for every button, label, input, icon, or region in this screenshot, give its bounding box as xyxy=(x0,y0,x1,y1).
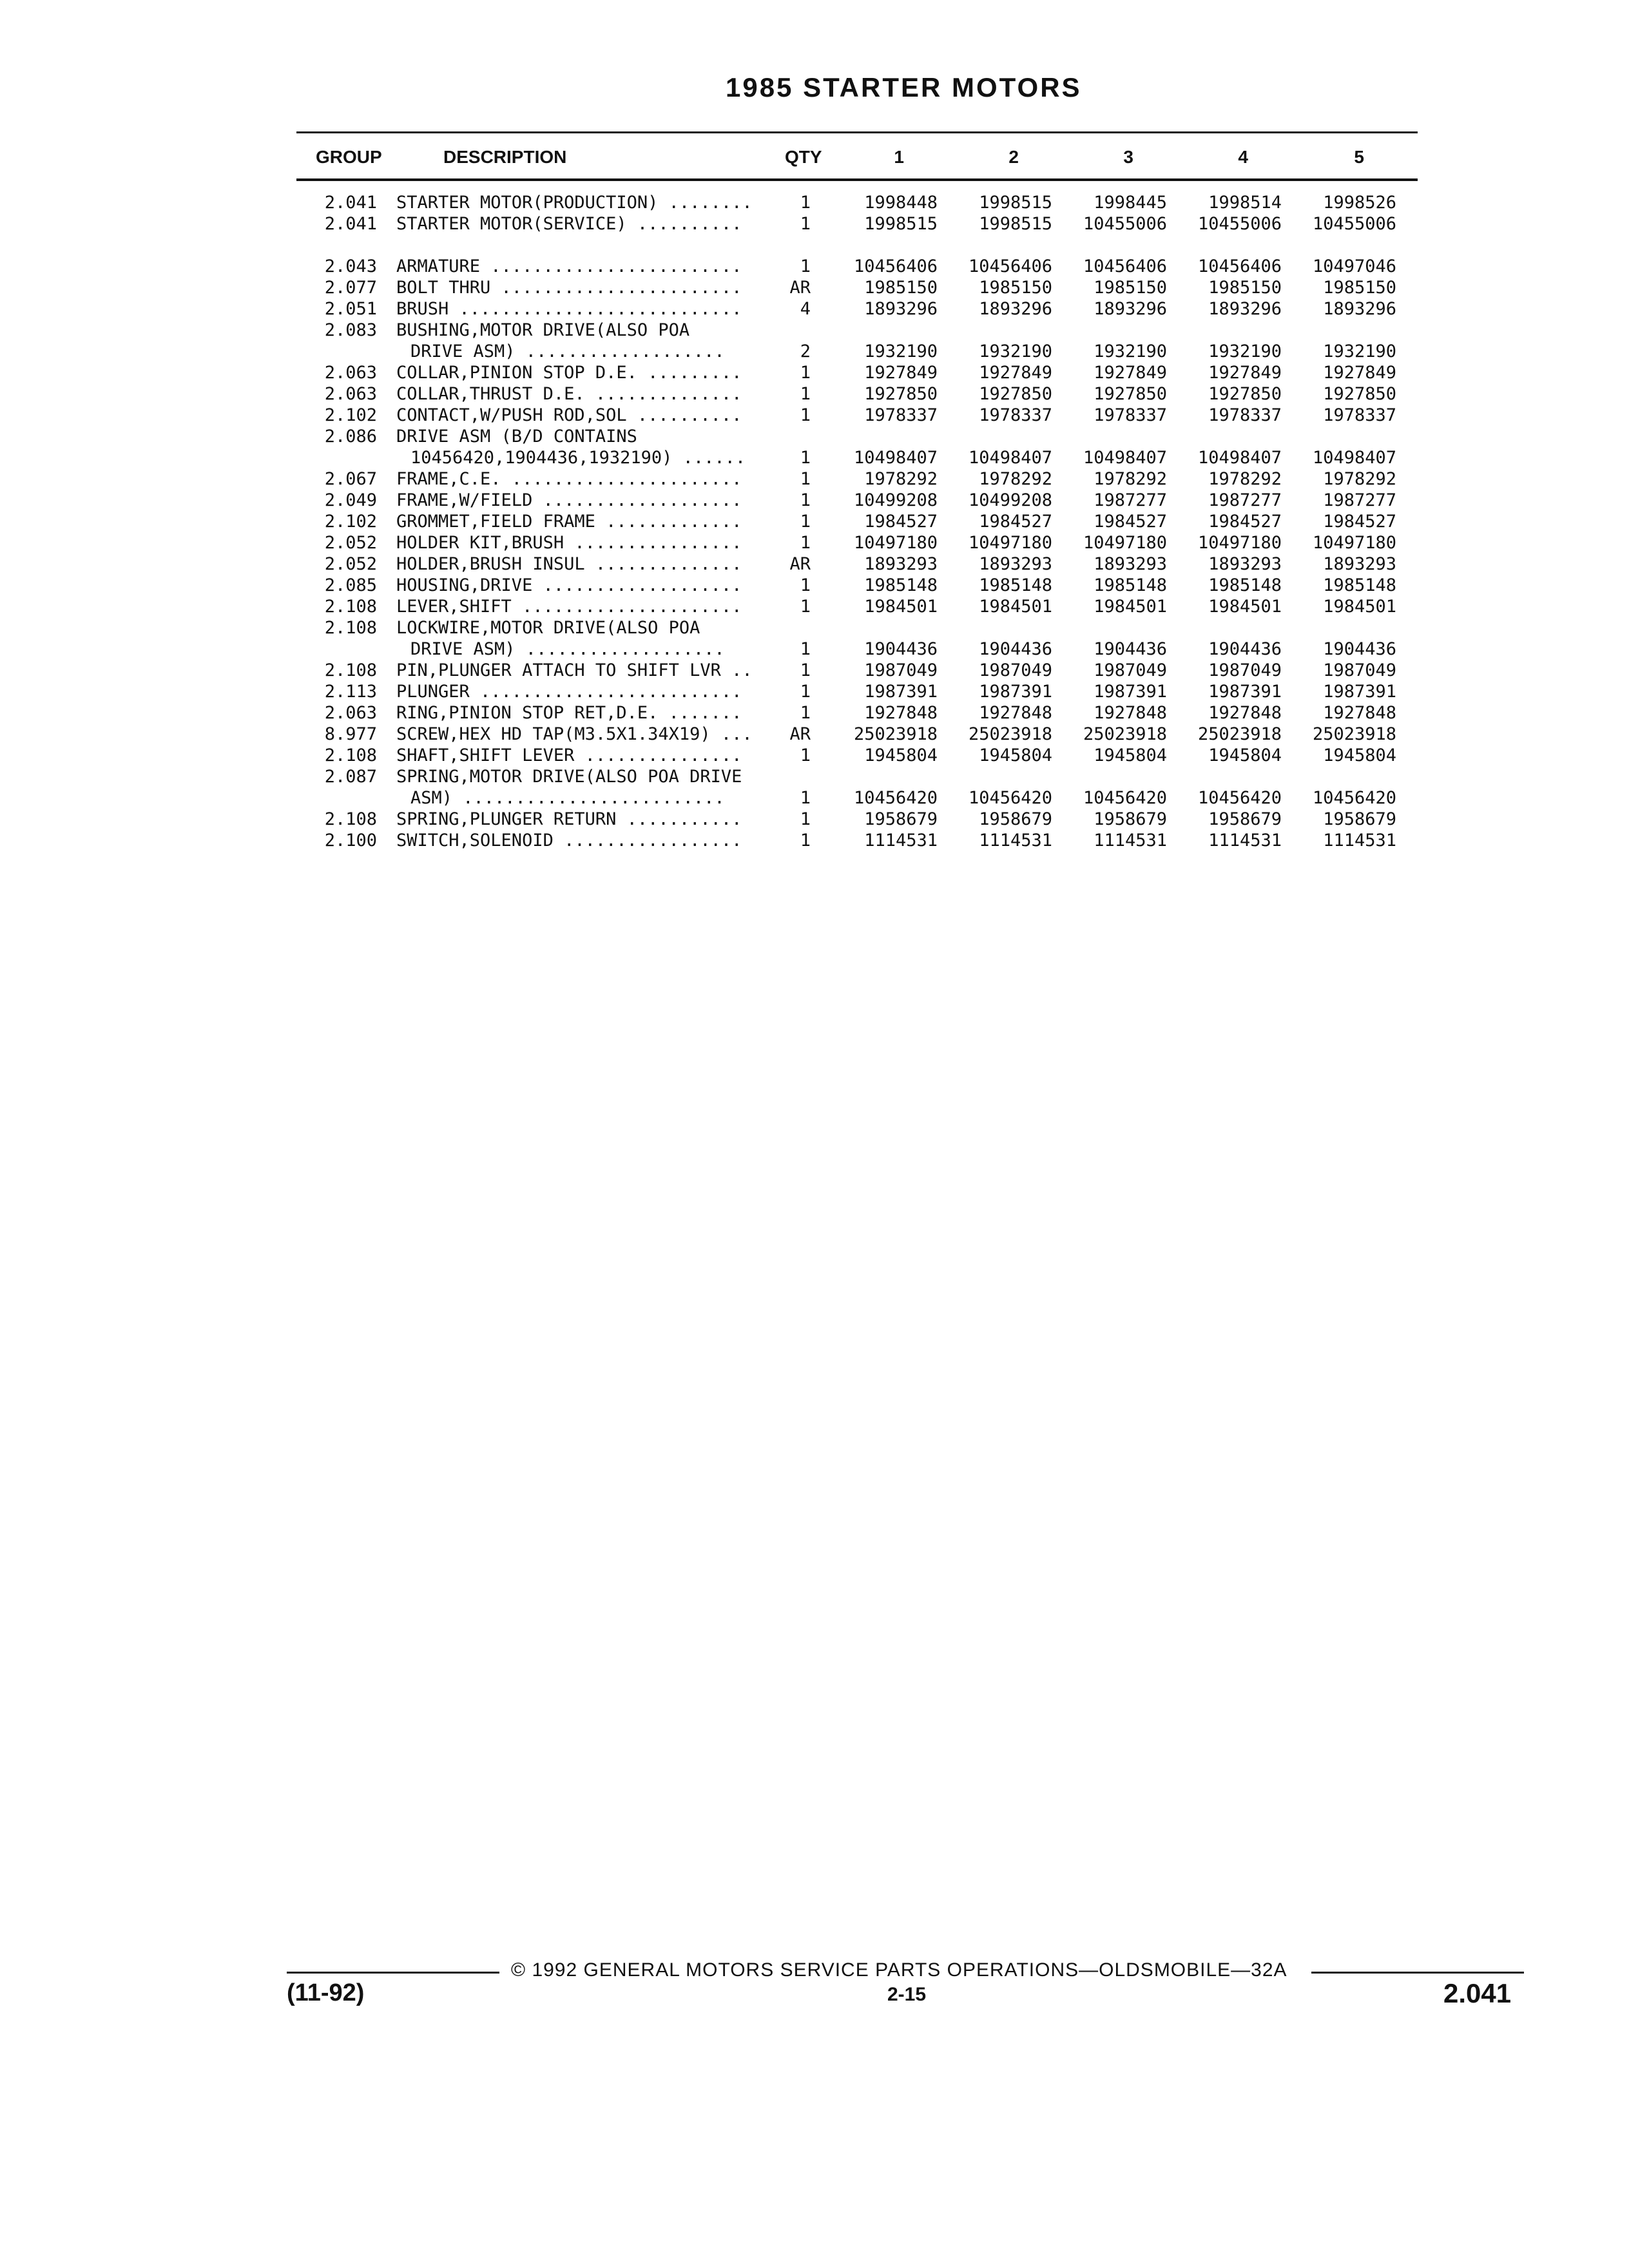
group-code: 2.102 xyxy=(324,512,377,532)
part-description: FRAME,C.E. ...................... xyxy=(396,469,742,489)
section-number: 2.041 xyxy=(1443,1978,1512,2008)
part-number-5: 1927849 xyxy=(1323,363,1396,383)
quantity: 1 xyxy=(800,363,811,383)
group-code: 2.102 xyxy=(324,405,377,425)
part-number-4: 1984501 xyxy=(1208,597,1282,617)
part-number-5: 1978337 xyxy=(1323,405,1396,425)
part-number-3: 1893293 xyxy=(1094,554,1167,574)
table-row xyxy=(0,213,1629,235)
part-number-4: 1114531 xyxy=(1208,831,1282,850)
header-col-1: 1 xyxy=(894,147,904,167)
table-row xyxy=(0,575,1629,596)
part-description: STARTER MOTOR(SERVICE) .......... xyxy=(396,214,742,234)
part-number-2: 1987391 xyxy=(979,682,1052,702)
part-number-4: 1904436 xyxy=(1208,639,1282,659)
header-col-5: 5 xyxy=(1354,147,1364,167)
part-number-4: 10498407 xyxy=(1197,448,1282,468)
footer-rule-right xyxy=(1311,1972,1524,1974)
table-row xyxy=(0,553,1629,575)
table-row xyxy=(0,426,1629,447)
part-number-5: 1985148 xyxy=(1323,575,1396,595)
part-number-3: 1984501 xyxy=(1094,597,1167,617)
part-number-1: 1958679 xyxy=(864,809,938,829)
part-number-4: 1927849 xyxy=(1208,363,1282,383)
table-row xyxy=(0,745,1629,766)
header-top-rule xyxy=(296,131,1418,133)
header-description: DESCRIPTION xyxy=(443,147,567,167)
part-number-4: 1998514 xyxy=(1208,193,1282,213)
part-number-1: 1927848 xyxy=(864,703,938,723)
quantity: 1 xyxy=(800,682,811,702)
quantity: AR xyxy=(789,724,811,744)
part-number-4: 1978292 xyxy=(1208,469,1282,489)
part-number-1: 1932190 xyxy=(864,341,938,361)
table-row xyxy=(0,809,1629,830)
quantity: 2 xyxy=(800,341,811,361)
table-row xyxy=(0,830,1629,851)
part-number-2: 1998515 xyxy=(979,193,1052,213)
part-description: DRIVE ASM) ................... xyxy=(410,341,725,361)
part-number-5: 1984501 xyxy=(1323,597,1396,617)
part-number-5: 1927848 xyxy=(1323,703,1396,723)
footer-rule-left xyxy=(287,1972,499,1974)
part-number-3: 1998445 xyxy=(1094,193,1167,213)
part-description: BRUSH ........................... xyxy=(396,299,742,319)
quantity: 1 xyxy=(800,214,811,234)
part-number-2: 1987049 xyxy=(979,660,1052,680)
part-number-3: 1927850 xyxy=(1094,384,1167,404)
part-number-3: 1987277 xyxy=(1094,490,1167,510)
part-number-4: 1985148 xyxy=(1208,575,1282,595)
part-number-1: 1985148 xyxy=(864,575,938,595)
part-number-4: 1958679 xyxy=(1208,809,1282,829)
part-number-3: 1932190 xyxy=(1094,341,1167,361)
part-number-5: 1998526 xyxy=(1323,193,1396,213)
part-number-4: 1893293 xyxy=(1208,554,1282,574)
part-number-2: 1978292 xyxy=(979,469,1052,489)
part-description: SHAFT,SHIFT LEVER ............... xyxy=(396,745,742,765)
quantity: 1 xyxy=(800,193,811,213)
quantity: 1 xyxy=(800,639,811,659)
page-title: 1985 STARTER MOTORS xyxy=(726,72,1082,102)
part-number-2: 1932190 xyxy=(979,341,1052,361)
part-number-2: 1985150 xyxy=(979,278,1052,298)
quantity: AR xyxy=(789,554,811,574)
group-code: 2.052 xyxy=(324,533,377,553)
part-description: RING,PINION STOP RET,D.E. ....... xyxy=(396,703,742,723)
part-number-1: 1998515 xyxy=(864,214,938,234)
part-number-2: 1958679 xyxy=(979,809,1052,829)
part-number-3: 10497180 xyxy=(1083,533,1167,553)
table-row xyxy=(0,639,1629,660)
quantity: 4 xyxy=(800,299,811,319)
group-code: 2.077 xyxy=(324,278,377,298)
part-description: SPRING,MOTOR DRIVE(ALSO POA DRIVE xyxy=(396,767,742,787)
part-description: COLLAR,THRUST D.E. .............. xyxy=(396,384,742,404)
part-number-2: 1893293 xyxy=(979,554,1052,574)
part-number-3: 1985150 xyxy=(1094,278,1167,298)
table-row xyxy=(0,490,1629,511)
parts-table xyxy=(0,192,1629,851)
table-row xyxy=(0,681,1629,702)
page-number: 2-15 xyxy=(887,1984,927,2005)
part-description: LOCKWIRE,MOTOR DRIVE(ALSO POA xyxy=(396,618,700,638)
group-code: 2.041 xyxy=(324,193,377,213)
group-code: 2.083 xyxy=(324,320,377,340)
part-number-4: 1987391 xyxy=(1208,682,1282,702)
copyright-notice: © 1992 GENERAL MOTORS SERVICE PARTS OPERATIONS—OLDSMOBILE—32A xyxy=(511,1959,1287,1981)
table-row xyxy=(0,192,1629,213)
part-number-5: 1987049 xyxy=(1323,660,1396,680)
part-number-3: 1114531 xyxy=(1094,831,1167,850)
part-number-2: 1984527 xyxy=(979,512,1052,532)
part-number-2: 1998515 xyxy=(979,214,1052,234)
table-row xyxy=(0,511,1629,532)
header-group: GROUP xyxy=(316,147,382,167)
part-number-3: 25023918 xyxy=(1083,724,1167,744)
group-code: 2.041 xyxy=(324,214,377,234)
table-row xyxy=(0,766,1629,787)
part-number-1: 1927849 xyxy=(864,363,938,383)
part-number-2: 1927849 xyxy=(979,363,1052,383)
part-number-5: 10497046 xyxy=(1312,256,1396,276)
part-description: FRAME,W/FIELD ................... xyxy=(396,490,742,510)
table-row xyxy=(0,468,1629,490)
part-number-3: 1904436 xyxy=(1094,639,1167,659)
part-number-4: 25023918 xyxy=(1197,724,1282,744)
part-description: HOLDER KIT,BRUSH ................ xyxy=(396,533,742,553)
part-description: HOLDER,BRUSH INSUL .............. xyxy=(396,554,742,574)
quantity: 1 xyxy=(800,788,811,808)
part-number-1: 10456420 xyxy=(853,788,938,808)
table-row xyxy=(0,596,1629,617)
part-number-4: 1984527 xyxy=(1208,512,1282,532)
group-code: 2.063 xyxy=(324,363,377,383)
group-code: 2.051 xyxy=(324,299,377,319)
part-number-1: 1893293 xyxy=(864,554,938,574)
part-number-3: 1985148 xyxy=(1094,575,1167,595)
header-qty: QTY xyxy=(785,147,822,167)
part-description: LEVER,SHIFT ..................... xyxy=(396,597,742,617)
part-number-1: 10498407 xyxy=(853,448,938,468)
part-number-5: 1978292 xyxy=(1323,469,1396,489)
group-code: 2.067 xyxy=(324,469,377,489)
table-row xyxy=(0,660,1629,681)
part-number-1: 10497180 xyxy=(853,533,938,553)
part-number-1: 1998448 xyxy=(864,193,938,213)
part-number-1: 1978292 xyxy=(864,469,938,489)
table-row xyxy=(0,724,1629,745)
header-col-3: 3 xyxy=(1123,147,1133,167)
part-number-3: 1978337 xyxy=(1094,405,1167,425)
part-number-1: 1893296 xyxy=(864,299,938,319)
part-number-1: 1985150 xyxy=(864,278,938,298)
table-row xyxy=(0,787,1629,809)
group-code: 2.063 xyxy=(324,384,377,404)
quantity: AR xyxy=(789,278,811,298)
part-number-5: 1904436 xyxy=(1323,639,1396,659)
part-number-1: 1927850 xyxy=(864,384,938,404)
part-number-4: 10456406 xyxy=(1197,256,1282,276)
part-number-4: 1927848 xyxy=(1208,703,1282,723)
part-number-1: 1984501 xyxy=(864,597,938,617)
part-number-2: 1984501 xyxy=(979,597,1052,617)
part-number-3: 1984527 xyxy=(1094,512,1167,532)
group-code: 2.086 xyxy=(324,427,377,447)
part-description: SCREW,HEX HD TAP(M3.5X1.34X19) ... xyxy=(396,724,753,744)
part-number-1: 10456406 xyxy=(853,256,938,276)
group-code: 2.063 xyxy=(324,703,377,723)
table-row xyxy=(0,341,1629,362)
part-number-3: 1987391 xyxy=(1094,682,1167,702)
header-col-4: 4 xyxy=(1238,147,1248,167)
part-number-4: 10497180 xyxy=(1197,533,1282,553)
part-number-3: 1893296 xyxy=(1094,299,1167,319)
part-number-3: 1987049 xyxy=(1094,660,1167,680)
table-row xyxy=(0,256,1629,277)
part-number-5: 10497180 xyxy=(1312,533,1396,553)
part-number-5: 1987391 xyxy=(1323,682,1396,702)
part-number-3: 1927849 xyxy=(1094,363,1167,383)
table-row xyxy=(0,383,1629,405)
table-row xyxy=(0,320,1629,341)
part-description: SWITCH,SOLENOID ................. xyxy=(396,831,742,850)
header-col-2: 2 xyxy=(1008,147,1019,167)
part-number-1: 10499208 xyxy=(853,490,938,510)
group-code: 2.043 xyxy=(324,256,377,276)
part-number-2: 1927850 xyxy=(979,384,1052,404)
part-description: ASM) ......................... xyxy=(410,788,725,808)
table-row xyxy=(0,447,1629,468)
table-row xyxy=(0,532,1629,553)
quantity: 1 xyxy=(800,405,811,425)
part-description: SPRING,PLUNGER RETURN ........... xyxy=(396,809,742,829)
part-number-5: 10498407 xyxy=(1312,448,1396,468)
quantity: 1 xyxy=(800,512,811,532)
part-number-1: 1978337 xyxy=(864,405,938,425)
part-number-3: 1945804 xyxy=(1094,745,1167,765)
part-number-2: 10498407 xyxy=(968,448,1052,468)
part-number-2: 1978337 xyxy=(979,405,1052,425)
part-number-1: 1904436 xyxy=(864,639,938,659)
part-number-3: 1958679 xyxy=(1094,809,1167,829)
group-code: 2.108 xyxy=(324,809,377,829)
part-number-2: 1904436 xyxy=(979,639,1052,659)
part-number-4: 1987277 xyxy=(1208,490,1282,510)
part-number-2: 10456420 xyxy=(968,788,1052,808)
part-number-2: 1893296 xyxy=(979,299,1052,319)
part-number-5: 1987277 xyxy=(1323,490,1396,510)
table-row xyxy=(0,405,1629,426)
part-description: DRIVE ASM (B/D CONTAINS xyxy=(396,427,637,447)
group-code: 2.052 xyxy=(324,554,377,574)
part-description: CONTACT,W/PUSH ROD,SOL .......... xyxy=(396,405,742,425)
part-description: HOUSING,DRIVE ................... xyxy=(396,575,742,595)
part-description: ARMATURE ........................ xyxy=(396,256,742,276)
part-number-2: 1927848 xyxy=(979,703,1052,723)
table-row xyxy=(0,702,1629,724)
quantity: 1 xyxy=(800,490,811,510)
part-number-2: 1114531 xyxy=(979,831,1052,850)
table-row xyxy=(0,617,1629,639)
group-code: 2.108 xyxy=(324,618,377,638)
group-code: 2.049 xyxy=(324,490,377,510)
part-number-5: 1114531 xyxy=(1323,831,1396,850)
part-number-1: 1114531 xyxy=(864,831,938,850)
part-number-4: 1985150 xyxy=(1208,278,1282,298)
part-number-2: 25023918 xyxy=(968,724,1052,744)
part-number-1: 1987049 xyxy=(864,660,938,680)
date-code: (11-92) xyxy=(287,1979,365,2006)
part-number-5: 10456420 xyxy=(1312,788,1396,808)
quantity: 1 xyxy=(800,703,811,723)
part-description: BUSHING,MOTOR DRIVE(ALSO POA xyxy=(396,320,690,340)
part-description: PIN,PLUNGER ATTACH TO SHIFT LVR .. xyxy=(396,660,753,680)
part-number-2: 10499208 xyxy=(968,490,1052,510)
part-number-3: 10456420 xyxy=(1083,788,1167,808)
part-number-5: 1985150 xyxy=(1323,278,1396,298)
part-number-3: 10455006 xyxy=(1083,214,1167,234)
part-number-5: 1893293 xyxy=(1323,554,1396,574)
quantity: 1 xyxy=(800,809,811,829)
part-number-3: 1978292 xyxy=(1094,469,1167,489)
part-number-5: 1893296 xyxy=(1323,299,1396,319)
part-number-5: 1958679 xyxy=(1323,809,1396,829)
table-row xyxy=(0,298,1629,320)
group-code: 2.113 xyxy=(324,682,377,702)
part-number-3: 10498407 xyxy=(1083,448,1167,468)
part-number-2: 10497180 xyxy=(968,533,1052,553)
quantity: 1 xyxy=(800,745,811,765)
part-number-3: 1927848 xyxy=(1094,703,1167,723)
quantity: 1 xyxy=(800,575,811,595)
quantity: 1 xyxy=(800,533,811,553)
part-description: 10456420,1904436,1932190) ...... xyxy=(410,448,746,468)
part-number-4: 10455006 xyxy=(1197,214,1282,234)
part-number-4: 1987049 xyxy=(1208,660,1282,680)
part-number-3: 10456406 xyxy=(1083,256,1167,276)
part-description: DRIVE ASM) ................... xyxy=(410,639,725,659)
part-description: GROMMET,FIELD FRAME ............. xyxy=(396,512,742,532)
part-number-5: 1932190 xyxy=(1323,341,1396,361)
group-code: 2.108 xyxy=(324,660,377,680)
group-code: 2.085 xyxy=(324,575,377,595)
quantity: 1 xyxy=(800,256,811,276)
part-number-5: 1945804 xyxy=(1323,745,1396,765)
group-code: 2.087 xyxy=(324,767,377,787)
part-number-2: 1945804 xyxy=(979,745,1052,765)
part-number-5: 1927850 xyxy=(1323,384,1396,404)
quantity: 1 xyxy=(800,469,811,489)
part-description: STARTER MOTOR(PRODUCTION) ........ xyxy=(396,193,753,213)
part-number-4: 10456420 xyxy=(1197,788,1282,808)
part-number-1: 1945804 xyxy=(864,745,938,765)
part-number-4: 1893296 xyxy=(1208,299,1282,319)
group-code: 8.977 xyxy=(324,724,377,744)
table-row xyxy=(0,277,1629,298)
group-code: 2.108 xyxy=(324,597,377,617)
part-number-2: 10456406 xyxy=(968,256,1052,276)
part-number-1: 25023918 xyxy=(853,724,938,744)
quantity: 1 xyxy=(800,448,811,468)
part-number-4: 1932190 xyxy=(1208,341,1282,361)
quantity: 1 xyxy=(800,660,811,680)
quantity: 1 xyxy=(800,831,811,850)
part-number-1: 1984527 xyxy=(864,512,938,532)
part-description: COLLAR,PINION STOP D.E. ......... xyxy=(396,363,742,383)
part-description: BOLT THRU ....................... xyxy=(396,278,742,298)
group-code: 2.108 xyxy=(324,745,377,765)
header-bottom-rule xyxy=(296,178,1418,181)
part-description: PLUNGER ......................... xyxy=(396,682,742,702)
quantity: 1 xyxy=(800,597,811,617)
part-number-5: 25023918 xyxy=(1312,724,1396,744)
group-code: 2.100 xyxy=(324,831,377,850)
part-number-5: 1984527 xyxy=(1323,512,1396,532)
part-number-4: 1945804 xyxy=(1208,745,1282,765)
part-number-2: 1985148 xyxy=(979,575,1052,595)
part-number-4: 1927850 xyxy=(1208,384,1282,404)
part-number-5: 10455006 xyxy=(1312,214,1396,234)
quantity: 1 xyxy=(800,384,811,404)
part-number-1: 1987391 xyxy=(864,682,938,702)
table-row xyxy=(0,362,1629,383)
part-number-4: 1978337 xyxy=(1208,405,1282,425)
